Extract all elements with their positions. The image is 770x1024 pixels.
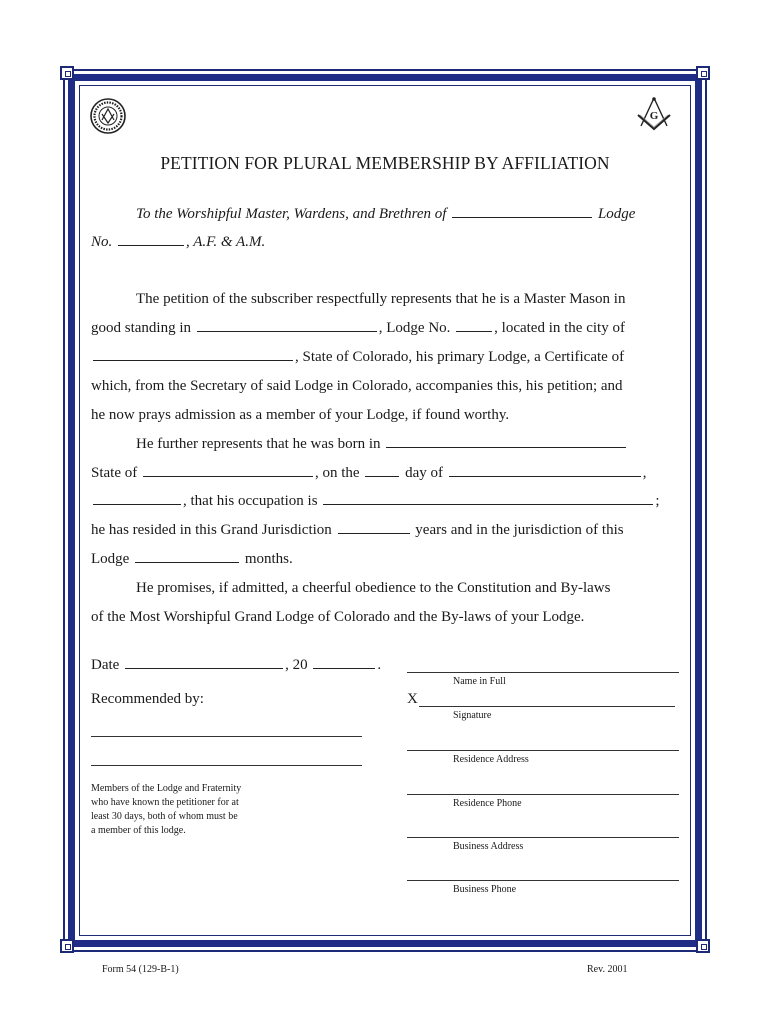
body-text: State of <box>91 465 138 481</box>
form-number: Form 54 (129-B-1) <box>102 964 179 975</box>
border-corner-ornament <box>60 939 74 953</box>
birth-day-field[interactable] <box>365 465 399 477</box>
note-line: least 30 days, both of whom must be <box>91 811 238 822</box>
signature-field[interactable] <box>419 706 675 707</box>
salutation-text: Lodge <box>597 206 636 222</box>
body-text: , Lodge No. <box>378 320 451 336</box>
date-line <box>91 657 381 674</box>
salutation-line-1 <box>136 206 635 223</box>
body-text: He further represents that he was born in <box>136 436 381 452</box>
signature-x-mark: X <box>407 691 418 707</box>
note-line: who have known the petitioner for at <box>91 797 239 808</box>
grand-lodge-seal-icon <box>90 98 126 134</box>
lodge-months-field[interactable] <box>135 551 239 563</box>
border-corner-ornament <box>696 66 710 80</box>
recommender-note <box>91 782 241 838</box>
salutation-line-2 <box>91 234 265 251</box>
year-field[interactable] <box>313 657 375 669</box>
date-label: . <box>377 657 382 673</box>
recommender-1-signature-line[interactable] <box>91 736 362 737</box>
residence-address-label: Residence Address <box>453 754 529 765</box>
lodge-name-field[interactable] <box>452 206 592 218</box>
body-text: good standing in <box>91 320 191 336</box>
square-and-compass-icon <box>634 96 674 132</box>
body-text: day of <box>405 465 443 481</box>
body-line: of the Most Worshipful Grand Lodge of Colorado and the By-laws of your Lodge. <box>91 609 585 625</box>
body-line <box>91 522 624 539</box>
residence-phone-label: Residence Phone <box>453 798 522 809</box>
body-line <box>91 349 624 366</box>
body-text: , <box>642 465 647 481</box>
birthplace-field[interactable] <box>386 436 626 448</box>
salutation-text: No. <box>91 234 113 250</box>
date-field[interactable] <box>125 657 283 669</box>
body-text: Lodge <box>91 551 130 567</box>
body-line: He promises, if admitted, a cheerful obedience to the Constitution and By-laws <box>136 580 611 596</box>
page-title: PETITION FOR PLURAL MEMBERSHIP BY AFFILIATION <box>160 153 610 173</box>
business-phone-field[interactable] <box>407 880 679 881</box>
business-phone-label: Business Phone <box>453 884 517 895</box>
date-label: Date <box>91 657 120 673</box>
body-text: , that his occupation is <box>183 493 318 509</box>
birth-month-field[interactable] <box>449 465 641 477</box>
body-line <box>91 493 659 510</box>
body-line: he now prays admission as a member of your Lodge, if found worthy. <box>91 407 510 423</box>
lodge-number-field[interactable] <box>118 234 184 246</box>
city-field[interactable] <box>93 349 293 361</box>
date-label: , 20 <box>285 657 308 673</box>
body-text: he has resided in this Grand Jurisdiction <box>91 522 332 538</box>
body-text: months. <box>244 551 293 567</box>
body-text: , on the <box>315 465 360 481</box>
business-address-field[interactable] <box>407 837 679 838</box>
body-text: ; <box>655 493 660 509</box>
note-line: a member of this lodge. <box>91 825 186 836</box>
salutation-text: To the Worshipful Master, Wardens, and Brethren of <box>136 206 447 222</box>
body-line <box>91 551 293 568</box>
salutation-text: , A.F. & A.M. <box>186 234 266 250</box>
signature-label: Signature <box>453 710 492 721</box>
svg-text:G: G <box>649 110 659 122</box>
jurisdiction-years-field[interactable] <box>338 522 410 534</box>
body-text: , State of Colorado, his primary Lodge, a Certificate of <box>295 349 625 365</box>
recommended-by-label: Recommended by: <box>91 691 204 707</box>
residence-address-field[interactable] <box>407 750 679 751</box>
body-line <box>136 436 628 453</box>
revision-label: Rev. 2001 <box>587 964 628 975</box>
border-corner-ornament <box>696 939 710 953</box>
birth-state-field[interactable] <box>143 465 313 477</box>
body-line: The petition of the subscriber respectfully represents that he is a Master Mason in <box>136 291 626 307</box>
recommender-2-signature-line[interactable] <box>91 765 362 766</box>
border-corner-ornament <box>60 66 74 80</box>
body-line <box>91 320 625 337</box>
business-address-label: Business Address <box>453 841 524 852</box>
birth-year-field[interactable] <box>93 493 181 505</box>
primary-lodge-number-field[interactable] <box>456 320 492 332</box>
body-text: years and in the jurisdiction of this <box>415 522 624 538</box>
occupation-field[interactable] <box>323 493 653 505</box>
primary-lodge-field[interactable] <box>197 320 377 332</box>
name-in-full-field[interactable] <box>407 672 679 673</box>
note-line: Members of the Lodge and Fraternity <box>91 783 242 794</box>
body-line: which, from the Secretary of said Lodge in Colorado, accompanies this, his petition; and <box>91 378 623 394</box>
residence-phone-field[interactable] <box>407 794 679 795</box>
name-in-full-label: Name in Full <box>453 676 506 687</box>
body-line <box>91 465 646 482</box>
body-text: , located in the city of <box>494 320 625 336</box>
